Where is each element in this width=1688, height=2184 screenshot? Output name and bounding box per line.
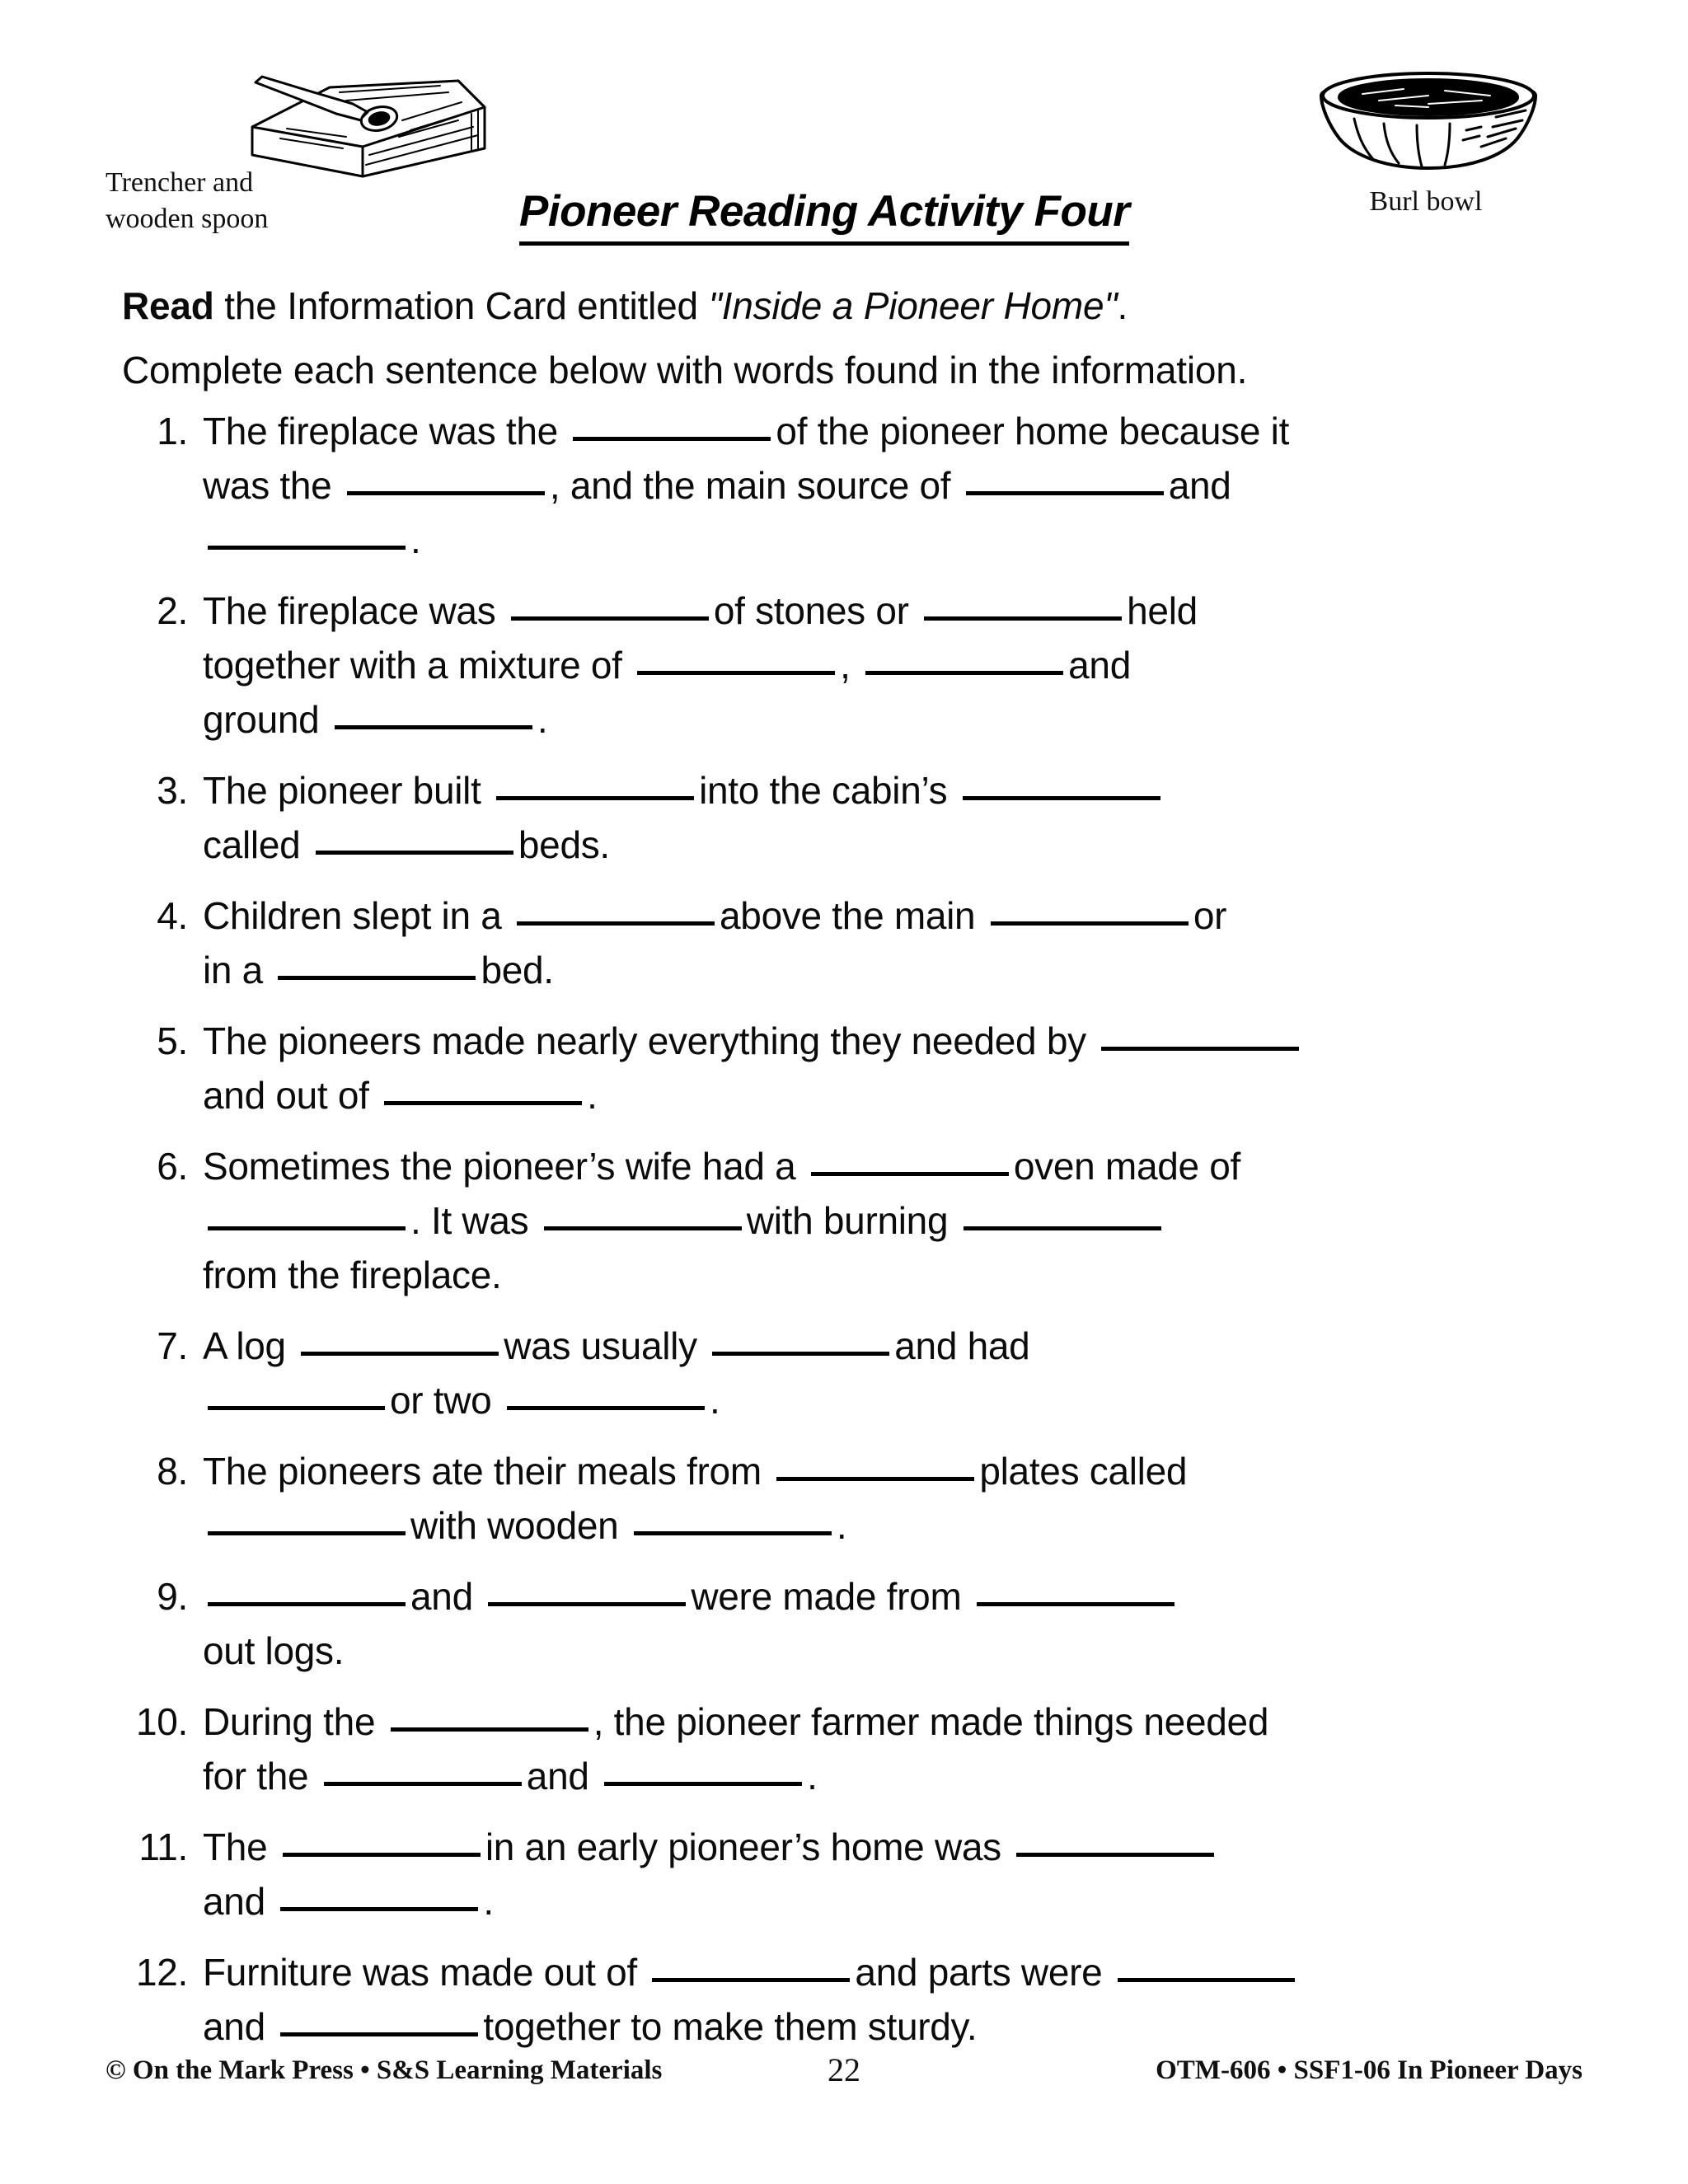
answer-blank[interactable]: [208, 518, 406, 550]
answer-blank[interactable]: [384, 1074, 582, 1105]
question-text: The: [203, 1825, 268, 1868]
question-line: [203, 1820, 1632, 1874]
answer-blank[interactable]: [208, 1504, 406, 1535]
question-line: [203, 1319, 1632, 1373]
question-text: . It was: [410, 1199, 529, 1242]
question-line: [203, 1874, 1632, 1929]
question-text: and: [203, 1880, 265, 1923]
trencher-caption-line-1: Trencher and: [106, 167, 254, 198]
question-line: [203, 1498, 1632, 1553]
question-item: [124, 1319, 1632, 1427]
question-text: called: [203, 823, 301, 866]
answer-blank[interactable]: [283, 1825, 481, 1857]
question-text: ground: [203, 698, 320, 741]
question-text: .: [537, 698, 548, 741]
question-item: [124, 1014, 1632, 1122]
question-line: [203, 1139, 1632, 1193]
question-text: in a: [203, 949, 263, 991]
question-text: and: [1168, 464, 1231, 507]
question-text: into the cabin’s: [699, 769, 948, 812]
answer-blank[interactable]: [637, 644, 835, 675]
question-text: plates called: [979, 1450, 1188, 1493]
answer-blank[interactable]: [977, 1575, 1175, 1606]
question-number: 2.: [157, 589, 188, 632]
question-line: [203, 458, 1632, 513]
question-line: [203, 583, 1632, 638]
answer-blank[interactable]: [634, 1504, 832, 1535]
question-text: held: [1127, 589, 1198, 632]
question-text: and had: [894, 1324, 1030, 1367]
answer-blank[interactable]: [604, 1755, 802, 1786]
question-item: [124, 1820, 1632, 1929]
question-text: During the: [203, 1700, 376, 1743]
question-text: ,: [840, 644, 851, 687]
question-text: were made from: [691, 1575, 962, 1618]
question-text: and out of: [203, 1074, 369, 1117]
question-text: Sometimes the pioneer’s wife had a: [203, 1145, 796, 1188]
answer-blank[interactable]: [391, 1700, 588, 1732]
question-text: beds.: [518, 823, 610, 866]
question-item: [124, 1139, 1632, 1302]
question-body: [203, 1694, 1632, 1803]
instruction-read-word: Read: [122, 284, 214, 327]
question-body: [203, 583, 1632, 747]
question-list: [124, 404, 1632, 2070]
answer-blank[interactable]: [963, 769, 1160, 800]
question-number: 6.: [157, 1145, 188, 1188]
question-text: from the fireplace.: [203, 1254, 502, 1296]
question-number: 3.: [157, 769, 188, 812]
answer-blank[interactable]: [991, 894, 1189, 926]
question-text: bed.: [481, 949, 554, 991]
question-item: [124, 583, 1632, 747]
question-number: 8.: [157, 1450, 188, 1493]
question-text: Children slept in a: [203, 894, 502, 937]
question-text: .: [587, 1074, 598, 1117]
question-text: A log: [203, 1324, 286, 1367]
answer-blank[interactable]: [573, 410, 771, 441]
question-line: [203, 888, 1632, 943]
page-header: [0, 48, 1688, 262]
footer-page-number: 22: [828, 2051, 860, 2088]
instruction-card-title: "Inside a Pioneer Home": [708, 284, 1118, 327]
question-text: The fireplace was: [203, 589, 496, 632]
trencher-caption-line-2: wooden spoon: [106, 203, 269, 234]
answer-blank[interactable]: [208, 1575, 406, 1606]
question-line: [203, 638, 1632, 692]
answer-blank[interactable]: [511, 589, 709, 621]
question-line: [203, 1569, 1632, 1624]
answer-blank[interactable]: [208, 1379, 385, 1410]
question-number: 10.: [135, 1700, 188, 1743]
question-text: with wooden: [410, 1504, 619, 1547]
answer-blank[interactable]: [924, 589, 1122, 621]
question-line: [203, 1444, 1632, 1498]
answer-blank[interactable]: [347, 464, 545, 495]
question-text: for the: [203, 1755, 309, 1797]
question-body: [203, 1569, 1632, 1678]
question-line: [203, 763, 1632, 818]
answer-blank[interactable]: [517, 894, 715, 926]
question-text: The pioneers ate their meals from: [203, 1450, 762, 1493]
burl-bowl-illustration-block: [1290, 54, 1587, 252]
question-text: .: [836, 1504, 847, 1547]
answer-blank[interactable]: [544, 1199, 742, 1230]
question-body: [203, 763, 1632, 872]
answer-blank[interactable]: [208, 1199, 406, 1230]
question-item: [124, 1444, 1632, 1553]
question-line: [203, 1014, 1632, 1068]
question-line: [203, 404, 1632, 458]
trencher-caption: [106, 165, 353, 237]
question-body: [203, 1444, 1632, 1553]
page-footer: [0, 2051, 1688, 2105]
question-number: 9.: [157, 1575, 188, 1618]
question-text: The pioneers made nearly everything they needed by: [203, 1019, 1086, 1062]
instruction-line-2: Complete each sentence below with words found in the information.: [122, 349, 1248, 392]
question-line: [203, 692, 1632, 747]
instruction-line-1-rest: the Information Card entitled: [213, 284, 709, 327]
question-line: [203, 1193, 1632, 1248]
answer-blank[interactable]: [335, 698, 532, 729]
answer-blank[interactable]: [278, 949, 476, 980]
question-body: [203, 888, 1632, 997]
question-text: , the pioneer farmer made things needed: [593, 1700, 1269, 1743]
answer-blank[interactable]: [280, 2005, 478, 2036]
question-text: Furniture was made out of: [203, 1951, 637, 1994]
question-number: 5.: [157, 1019, 188, 1062]
question-item: [124, 1569, 1632, 1678]
burl-bowl-illustration: [1305, 54, 1552, 178]
question-line: [203, 1068, 1632, 1122]
instruction-line-1: [122, 279, 1606, 334]
answer-blank[interactable]: [865, 644, 1063, 675]
instructions-block: [122, 279, 1606, 398]
answer-blank[interactable]: [316, 823, 513, 855]
question-line: [203, 1624, 1632, 1678]
answer-blank[interactable]: [776, 1450, 974, 1481]
question-text: and: [526, 1755, 589, 1797]
question-line: [203, 1373, 1632, 1427]
footer-copyright: © On the Mark Press • S&S Learning Materials: [106, 2055, 663, 2085]
question-item: [124, 404, 1632, 567]
question-text: and: [410, 1575, 473, 1618]
question-body: [203, 1820, 1632, 1929]
page-title-wrap: [519, 186, 1261, 246]
question-number: 7.: [157, 1324, 188, 1367]
trencher-illustration-block: [106, 56, 534, 246]
question-text: above the main: [720, 894, 976, 937]
question-number: 12.: [135, 1951, 188, 1994]
question-number: 11.: [138, 1825, 188, 1868]
question-body: [203, 1014, 1632, 1122]
answer-blank[interactable]: [301, 1324, 499, 1356]
question-text: of the pioneer home because it: [776, 410, 1290, 452]
question-body: [203, 1139, 1632, 1302]
answer-blank[interactable]: [1101, 1019, 1299, 1051]
question-text: .: [483, 1880, 494, 1923]
question-number: 4.: [157, 894, 188, 937]
question-item: [124, 888, 1632, 997]
question-text: with burning: [746, 1199, 949, 1242]
question-text: oven made of: [1013, 1145, 1241, 1188]
question-text: was usually: [504, 1324, 697, 1367]
question-line: [203, 1999, 1632, 2054]
question-text: .: [709, 1379, 720, 1422]
question-text: , and the main source of: [549, 464, 951, 507]
question-line: [203, 513, 1632, 567]
question-item: [124, 1694, 1632, 1803]
answer-blank[interactable]: [496, 769, 694, 800]
question-text: The fireplace was the: [203, 410, 558, 452]
answer-blank[interactable]: [712, 1324, 889, 1356]
question-text: together with a mixture of: [203, 644, 622, 687]
question-line: [203, 1248, 1632, 1302]
question-item: [124, 1945, 1632, 2054]
question-text: The pioneer built: [203, 769, 481, 812]
question-text: and: [1068, 644, 1131, 687]
question-text: or two: [390, 1379, 492, 1422]
answer-blank[interactable]: [811, 1145, 1009, 1176]
answer-blank[interactable]: [324, 1755, 522, 1786]
page-title: Pioneer Reading Activity Four: [519, 186, 1129, 246]
answer-blank[interactable]: [964, 1199, 1161, 1230]
answer-blank[interactable]: [652, 1951, 850, 1982]
question-body: [203, 1319, 1632, 1427]
question-number: 1.: [157, 410, 188, 452]
burl-bowl-caption: Burl bowl: [1369, 186, 1483, 217]
question-line: [203, 1749, 1632, 1803]
question-line: [203, 818, 1632, 872]
question-body: [203, 404, 1632, 567]
question-item: [124, 763, 1632, 872]
question-line: [203, 943, 1632, 997]
answer-blank[interactable]: [1016, 1825, 1214, 1857]
question-text: and parts were: [855, 1951, 1103, 1994]
question-line: [203, 1694, 1632, 1749]
question-text: .: [807, 1755, 818, 1797]
answer-blank[interactable]: [488, 1575, 686, 1606]
question-text: .: [410, 518, 421, 561]
question-text: together to make them sturdy.: [483, 2005, 978, 2048]
question-text: or: [1193, 894, 1227, 937]
answer-blank[interactable]: [1118, 1951, 1295, 1982]
question-line: [203, 1945, 1632, 1999]
question-body: [203, 1945, 1632, 2054]
footer-product-code: OTM-606 • SSF1-06 In Pioneer Days: [1156, 2055, 1582, 2085]
question-text: of stones or: [713, 589, 909, 632]
question-text: was the: [203, 464, 332, 507]
instruction-line-1-end: .: [1117, 284, 1128, 327]
answer-blank[interactable]: [966, 464, 1164, 495]
answer-blank[interactable]: [507, 1379, 705, 1410]
answer-blank[interactable]: [280, 1880, 478, 1911]
question-text: in an early pioneer’s home was: [485, 1825, 1001, 1868]
question-text: out logs.: [203, 1629, 345, 1672]
question-text: and: [203, 2005, 265, 2048]
